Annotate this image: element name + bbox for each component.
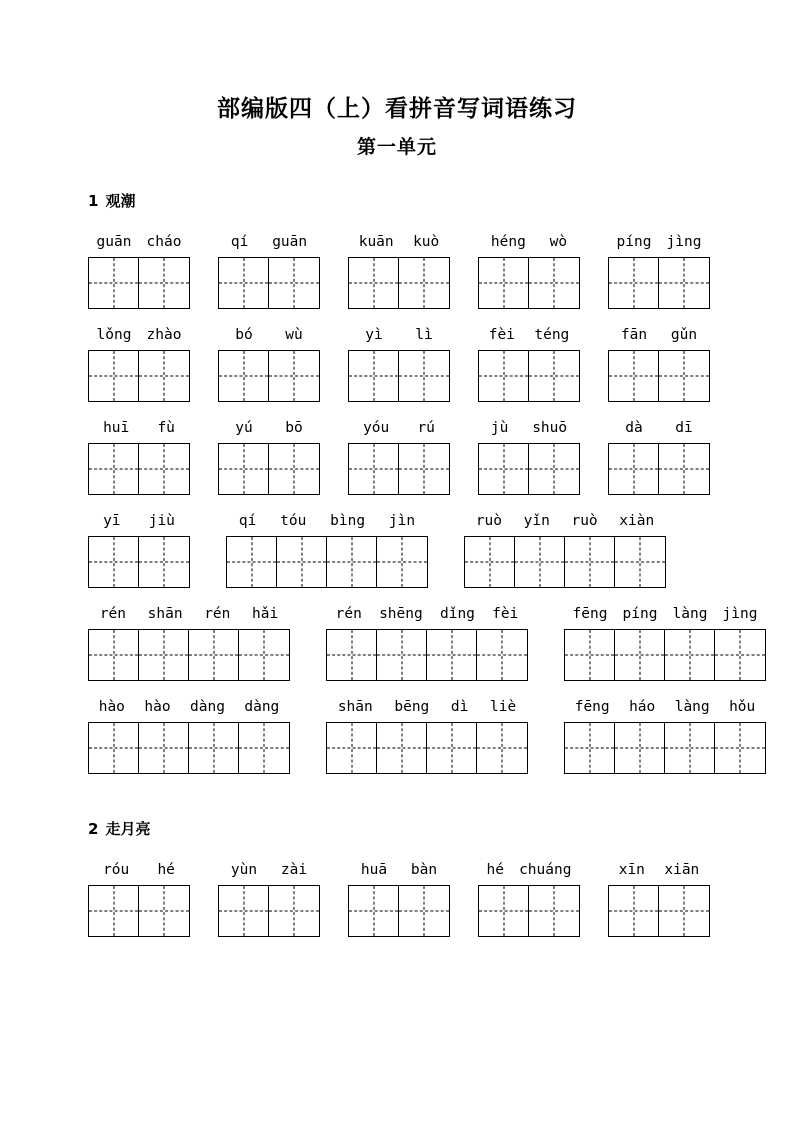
tianzige-cell[interactable] [219, 444, 269, 494]
tianzige-cell[interactable] [269, 444, 319, 494]
tianzige-grid[interactable] [88, 629, 290, 681]
tianzige-cell[interactable] [89, 723, 139, 773]
word-exercise-group [478, 420, 580, 495]
pinyin-syllable: bó [235, 327, 253, 344]
word-exercise-group [608, 862, 710, 937]
pinyin-syllable: tóu [280, 513, 307, 530]
tianzige-grid[interactable] [88, 536, 190, 588]
pinyin-syllable: rén [335, 606, 362, 623]
tianzige-cell[interactable] [609, 886, 659, 936]
tianzige-cell[interactable] [189, 723, 239, 773]
pinyin-syllable: fēng [572, 606, 608, 623]
tianzige-cell[interactable] [139, 886, 189, 936]
pinyin-syllable: fèi [492, 606, 519, 623]
tianzige-cell[interactable] [609, 258, 659, 308]
pinyin-label [349, 862, 449, 878]
word-exercise-group [88, 327, 190, 402]
tianzige-grid[interactable] [564, 722, 766, 774]
word-exercise-group [326, 699, 528, 774]
tianzige-cell[interactable] [89, 258, 139, 308]
tianzige-cell[interactable] [659, 444, 709, 494]
tianzige-cell[interactable] [89, 886, 139, 936]
pinyin-syllable: bàn [410, 862, 438, 879]
tianzige-grid[interactable] [564, 629, 766, 681]
tianzige-cell[interactable] [479, 258, 529, 308]
tianzige-cell[interactable] [665, 630, 715, 680]
pinyin-label [465, 513, 665, 529]
pinyin-syllable: guān [272, 234, 308, 251]
tianzige-cell[interactable] [89, 444, 139, 494]
tianzige-cell[interactable] [377, 537, 427, 587]
tianzige-cell[interactable] [139, 630, 189, 680]
word-exercise-group [478, 327, 580, 402]
tianzige-grid[interactable] [218, 350, 320, 402]
tianzige-cell[interactable] [529, 351, 579, 401]
pinyin-label [89, 420, 189, 436]
pinyin-syllable: xīn [618, 862, 645, 879]
tianzige-cell[interactable] [377, 630, 427, 680]
exercise-row [0, 606, 794, 681]
pinyin-syllable: huā [360, 862, 388, 879]
tianzige-cell[interactable] [659, 886, 709, 936]
tianzige-cell[interactable] [665, 723, 715, 773]
tianzige-cell[interactable] [565, 537, 615, 587]
pinyin-syllable: bìng [330, 513, 366, 530]
pinyin-syllable: jù [490, 420, 509, 437]
tianzige-cell[interactable] [477, 723, 527, 773]
tianzige-cell[interactable] [427, 723, 477, 773]
pinyin-label [479, 327, 579, 343]
pinyin-label [479, 234, 579, 250]
pinyin-syllable: kuān [358, 234, 394, 251]
pinyin-syllable: lì [415, 327, 433, 344]
word-exercise-group [348, 234, 450, 309]
word-exercise-group [218, 862, 320, 937]
tianzige-cell[interactable] [227, 537, 277, 587]
pinyin-syllable: làng [674, 699, 710, 716]
word-exercise-group [478, 234, 580, 309]
tianzige-cell[interactable] [327, 537, 377, 587]
tianzige-grid[interactable] [608, 350, 710, 402]
pinyin-label [227, 513, 427, 529]
pinyin-syllable: wò [549, 234, 568, 251]
exercise-row [0, 699, 794, 774]
word-exercise-group [88, 699, 290, 774]
tianzige-grid[interactable] [478, 443, 580, 495]
word-exercise-group [88, 862, 190, 937]
pinyin-syllable: jìn [388, 513, 416, 530]
pinyin-syllable: rén [204, 606, 231, 623]
word-exercise-group [218, 234, 320, 309]
tianzige-grid[interactable] [218, 257, 320, 309]
tianzige-cell[interactable] [219, 351, 269, 401]
word-exercise-group [88, 513, 190, 588]
pinyin-label [609, 420, 709, 436]
lesson-heading [0, 820, 794, 838]
pinyin-syllable: làng [672, 606, 708, 623]
pinyin-syllable: shuō [532, 420, 568, 437]
tianzige-grid[interactable] [478, 350, 580, 402]
pinyin-syllable: téng [534, 327, 570, 344]
tianzige-grid[interactable] [348, 443, 450, 495]
pinyin-syllable: guān [96, 234, 132, 251]
word-exercise-group [348, 420, 450, 495]
pinyin-label [89, 699, 289, 715]
word-exercise-group [564, 699, 766, 774]
word-exercise-group [326, 606, 528, 681]
pinyin-syllable: dī [675, 420, 693, 437]
pinyin-label [349, 327, 449, 343]
pinyin-label [349, 420, 449, 436]
pinyin-label [565, 606, 765, 622]
tianzige-grid[interactable] [478, 257, 580, 309]
tianzige-cell[interactable] [139, 258, 189, 308]
tianzige-grid[interactable] [88, 722, 290, 774]
pinyin-label [479, 420, 579, 436]
pinyin-syllable: dà [625, 420, 643, 437]
pinyin-syllable: jiù [148, 513, 175, 530]
pinyin-syllable: hé [486, 862, 504, 879]
pinyin-syllable: fèi [488, 327, 515, 344]
tianzige-cell[interactable] [529, 886, 579, 936]
tianzige-grid[interactable] [218, 443, 320, 495]
exercise-row [0, 234, 794, 309]
pinyin-syllable: yóu [363, 420, 390, 437]
tianzige-grid[interactable] [464, 536, 666, 588]
word-exercise-group [218, 420, 320, 495]
pinyin-syllable: fēng [574, 699, 610, 716]
pinyin-label [609, 327, 709, 343]
tianzige-cell[interactable] [189, 630, 239, 680]
lesson-number: 1 [88, 192, 99, 211]
lesson-name: 走月亮 [105, 820, 151, 839]
tianzige-cell[interactable] [399, 444, 449, 494]
word-exercise-group [478, 862, 580, 937]
pinyin-label [609, 862, 709, 878]
pinyin-syllable: yì [365, 327, 383, 344]
pinyin-syllable: qí [230, 234, 249, 251]
tianzige-cell[interactable] [609, 444, 659, 494]
tianzige-cell[interactable] [399, 258, 449, 308]
pinyin-syllable: héng [490, 234, 526, 251]
tianzige-cell[interactable] [399, 351, 449, 401]
tianzige-cell[interactable] [479, 444, 529, 494]
tianzige-cell[interactable] [139, 351, 189, 401]
page-title: 部编版四（上）看拼音写词语练习 [217, 95, 577, 122]
pinyin-label [219, 420, 319, 436]
pinyin-syllable: fù [157, 420, 175, 437]
tianzige-cell[interactable] [427, 630, 477, 680]
pinyin-syllable: dì [450, 699, 469, 716]
tianzige-grid[interactable] [218, 885, 320, 937]
tianzige-cell[interactable] [515, 537, 565, 587]
word-exercise-group [348, 327, 450, 402]
tianzige-cell[interactable] [219, 886, 269, 936]
pinyin-syllable: liè [490, 699, 517, 716]
pinyin-syllable: rén [99, 606, 127, 623]
pinyin-syllable: róu [103, 862, 130, 879]
pinyin-syllable: jìng [722, 606, 758, 623]
tianzige-cell[interactable] [477, 630, 527, 680]
pinyin-label [219, 862, 319, 878]
tianzige-cell[interactable] [615, 537, 665, 587]
tianzige-cell[interactable] [349, 886, 399, 936]
pinyin-syllable: ruò [475, 513, 503, 530]
pinyin-label [479, 862, 579, 878]
pinyin-syllable: huī [103, 420, 130, 437]
pinyin-syllable: shēng [379, 606, 423, 623]
pinyin-syllable: yī [103, 513, 121, 530]
pinyin-syllable: chuáng [519, 862, 572, 879]
pinyin-syllable: wù [285, 327, 303, 344]
tianzige-grid[interactable] [88, 443, 190, 495]
word-exercise-group [464, 513, 666, 588]
pinyin-syllable: dǐng [439, 606, 475, 623]
tianzige-cell[interactable] [269, 886, 319, 936]
tianzige-cell[interactable] [219, 258, 269, 308]
tianzige-cell[interactable] [269, 258, 319, 308]
exercise-row [0, 513, 794, 588]
pinyin-label [89, 606, 289, 622]
tianzige-cell[interactable] [529, 258, 579, 308]
pinyin-syllable: yǐn [523, 513, 550, 530]
tianzige-grid[interactable] [348, 885, 450, 937]
pinyin-syllable: xiàn [619, 513, 655, 530]
word-exercise-group [88, 606, 290, 681]
lesson-block [0, 192, 794, 774]
tianzige-cell[interactable] [615, 630, 665, 680]
tianzige-grid[interactable] [348, 350, 450, 402]
tianzige-cell[interactable] [565, 723, 615, 773]
tianzige-cell[interactable] [89, 537, 139, 587]
word-exercise-group [608, 234, 710, 309]
tianzige-cell[interactable] [465, 537, 515, 587]
pinyin-syllable: píng [616, 234, 652, 251]
pinyin-syllable: ruò [571, 513, 598, 530]
tianzige-cell[interactable] [269, 351, 319, 401]
pinyin-syllable: hǒu [729, 699, 756, 716]
exercise-row [0, 420, 794, 495]
pinyin-syllable: xiān [664, 862, 700, 879]
pinyin-syllable: dàng [190, 699, 225, 716]
tianzige-cell[interactable] [349, 258, 399, 308]
pinyin-label [327, 699, 527, 715]
tianzige-grid[interactable] [608, 443, 710, 495]
tianzige-cell[interactable] [659, 351, 709, 401]
pinyin-label [609, 234, 709, 250]
lessons-container [0, 192, 794, 937]
pinyin-label [219, 234, 319, 250]
tianzige-cell[interactable] [139, 537, 189, 587]
pinyin-label [89, 513, 189, 529]
pinyin-label [565, 699, 765, 715]
pinyin-label [219, 327, 319, 343]
word-exercise-group [88, 420, 190, 495]
pinyin-syllable: rú [417, 420, 435, 437]
exercise-row [0, 862, 794, 937]
pinyin-syllable: hào [144, 699, 171, 716]
word-exercise-group [218, 327, 320, 402]
tianzige-cell[interactable] [479, 351, 529, 401]
pinyin-syllable: jìng [666, 234, 702, 251]
tianzige-cell[interactable] [139, 723, 189, 773]
word-exercise-group [608, 420, 710, 495]
tianzige-cell[interactable] [239, 630, 289, 680]
tianzige-grid[interactable] [478, 885, 580, 937]
pinyin-syllable: yùn [230, 862, 258, 879]
tianzige-cell[interactable] [715, 723, 765, 773]
pinyin-label [89, 862, 189, 878]
tianzige-cell[interactable] [399, 886, 449, 936]
pinyin-syllable: bēng [394, 699, 430, 716]
lesson-block [0, 820, 794, 937]
pinyin-syllable: shān [337, 699, 373, 716]
tianzige-cell[interactable] [615, 723, 665, 773]
pinyin-label [349, 234, 449, 250]
tianzige-cell[interactable] [349, 444, 399, 494]
pinyin-syllable: gǔn [670, 327, 698, 344]
tianzige-cell[interactable] [327, 630, 377, 680]
pinyin-syllable: lǒng [96, 327, 132, 344]
pinyin-syllable: qí [238, 513, 257, 530]
tianzige-cell[interactable] [89, 351, 139, 401]
word-exercise-group [226, 513, 428, 588]
pinyin-label [89, 234, 189, 250]
pinyin-syllable: bō [285, 420, 303, 437]
tianzige-grid[interactable] [326, 629, 528, 681]
word-exercise-group [348, 862, 450, 937]
lesson-heading [0, 192, 794, 210]
lesson-number: 2 [88, 820, 99, 839]
tianzige-grid[interactable] [226, 536, 428, 588]
tianzige-cell[interactable] [349, 351, 399, 401]
tianzige-cell[interactable] [139, 444, 189, 494]
tianzige-cell[interactable] [565, 630, 615, 680]
pinyin-syllable: hé [157, 862, 175, 879]
pinyin-syllable: háo [629, 699, 656, 716]
pinyin-label [89, 327, 189, 343]
pinyin-syllable: fān [620, 327, 648, 344]
tianzige-grid[interactable] [608, 885, 710, 937]
tianzige-grid[interactable] [88, 257, 190, 309]
tianzige-cell[interactable] [529, 444, 579, 494]
pinyin-syllable: yú [235, 420, 253, 437]
pinyin-syllable: zhào [146, 327, 182, 344]
pinyin-syllable: shān [147, 606, 183, 623]
pinyin-label [327, 606, 527, 622]
tianzige-cell[interactable] [327, 723, 377, 773]
word-exercise-group [608, 327, 710, 402]
tianzige-grid[interactable] [348, 257, 450, 309]
pinyin-syllable: píng [622, 606, 658, 623]
lesson-name: 观潮 [105, 192, 136, 211]
word-exercise-group [564, 606, 766, 681]
pinyin-syllable: cháo [146, 234, 182, 251]
tianzige-cell[interactable] [715, 630, 765, 680]
exercise-row [0, 327, 794, 402]
tianzige-cell[interactable] [277, 537, 327, 587]
page-subtitle: 第一单元 [356, 136, 437, 159]
tianzige-cell[interactable] [239, 723, 289, 773]
tianzige-grid[interactable] [326, 722, 528, 774]
tianzige-grid[interactable] [88, 885, 190, 937]
pinyin-syllable: kuò [413, 234, 440, 251]
pinyin-syllable: zài [280, 862, 308, 879]
tianzige-cell[interactable] [377, 723, 427, 773]
tianzige-cell[interactable] [659, 258, 709, 308]
tianzige-cell[interactable] [89, 630, 139, 680]
tianzige-grid[interactable] [88, 350, 190, 402]
pinyin-syllable: hǎi [252, 606, 279, 623]
tianzige-cell[interactable] [609, 351, 659, 401]
word-exercise-group [88, 234, 190, 309]
tianzige-grid[interactable] [608, 257, 710, 309]
tianzige-cell[interactable] [479, 886, 529, 936]
pinyin-syllable: hào [98, 699, 125, 716]
pinyin-syllable: dàng [244, 699, 280, 716]
